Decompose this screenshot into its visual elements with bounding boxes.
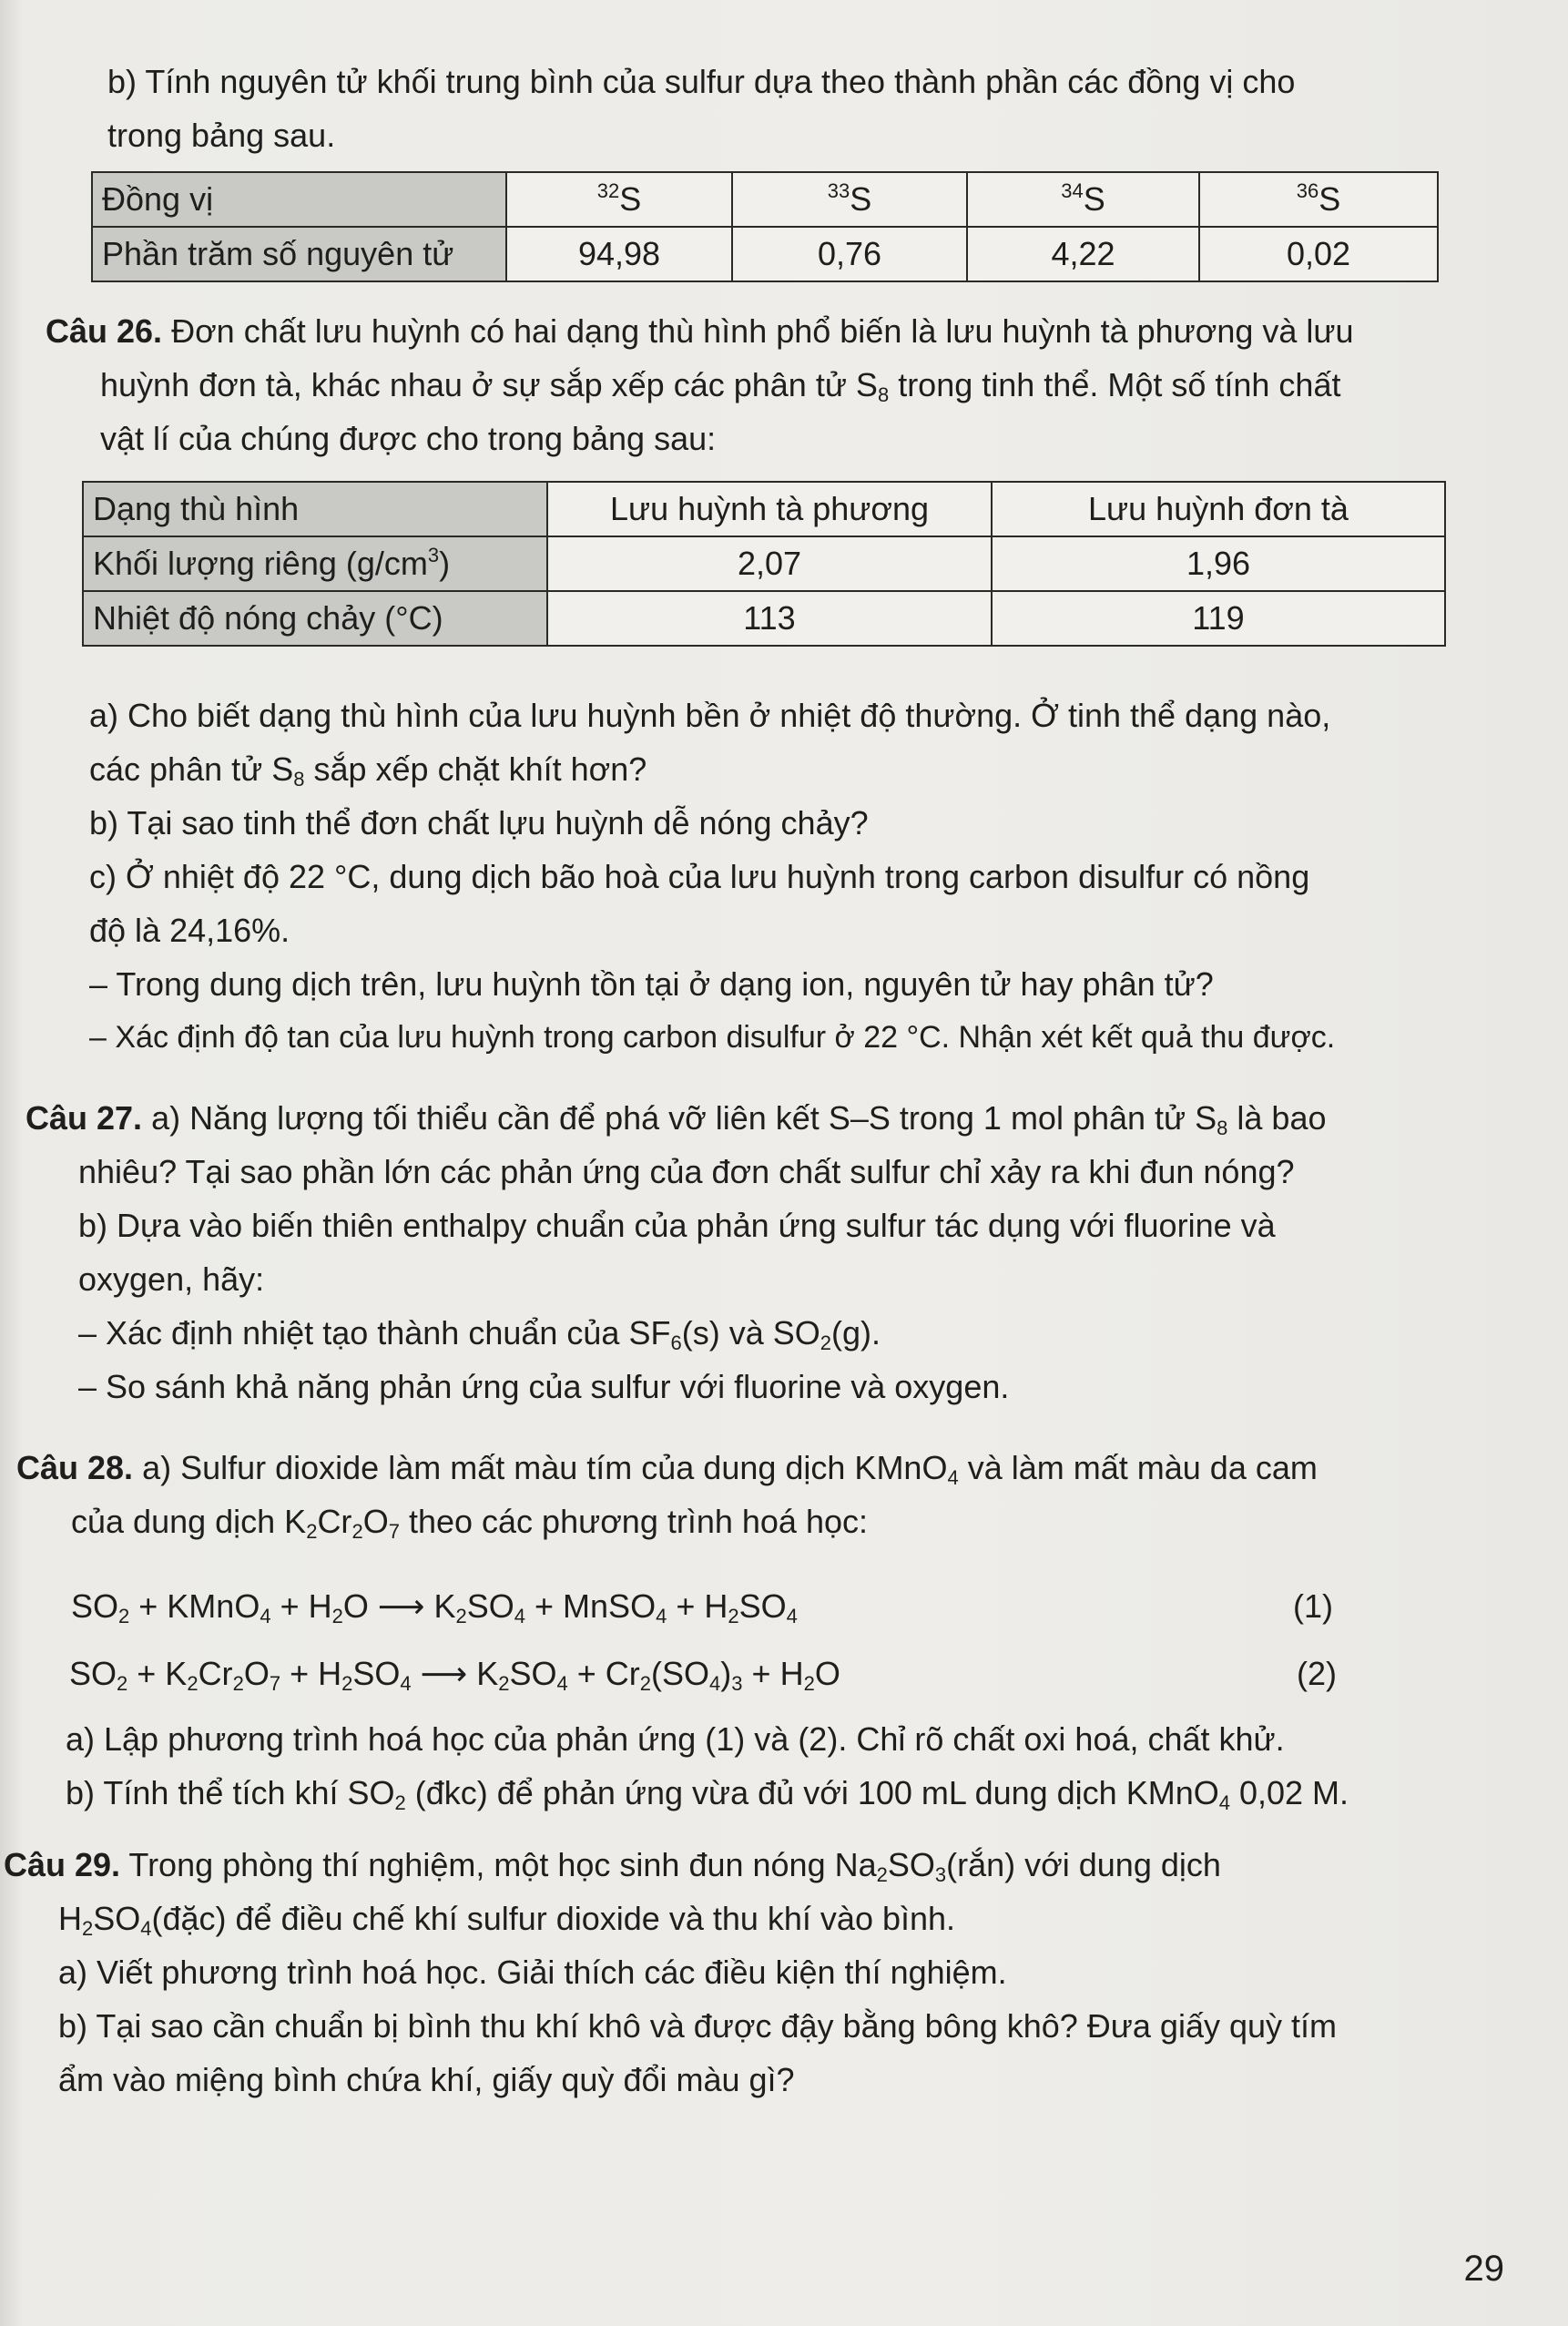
q28-line1: Câu 28. a) Sulfur dioxide làm mất màu tím của dung dịch KMnO$_4$ và làm mất màu da cam xyxy=(16,1449,1318,1489)
q28-a: a) Lập phương trình hoá học của phản ứng (1) và (2). Chỉ rõ chất oxi hoá, chất khử. xyxy=(66,1720,1285,1758)
equation-2-number: (2) xyxy=(1297,1655,1337,1692)
q29-line2: $H_2SO_4(đặc)$ để điều chế khí sulfur dioxide và thu khí vào bình. xyxy=(58,1900,956,1940)
q26-subquestions xyxy=(89,689,1528,1065)
allotrope-header-rhombic: Lưu huỳnh tà phương xyxy=(547,482,992,536)
q26-c-line1: c) Ở nhiệt độ 22 °C, dung dịch bão hoà của lưu huỳnh trong carbon disulfur có nồng xyxy=(89,858,1310,895)
isotope-table xyxy=(91,171,1439,282)
q27-label: Câu 27. xyxy=(25,1099,143,1137)
isotope-cell: $^{33}$S xyxy=(732,172,967,227)
intro-b-line1: b) Tính nguyên tử khối trung bình của sulfur dựa theo thành phần các đồng vị cho xyxy=(107,63,1296,100)
q27-line5: – Xác định nhiệt tạo thành chuẩn của $SF_6(s)$ và $SO_2(g)$. xyxy=(78,1314,881,1354)
question-28 xyxy=(16,1441,1519,1548)
percent-row xyxy=(92,227,1438,281)
q29-a: a) Viết phương trình hoá học. Giải thích các điều kiện thí nghiệm. xyxy=(58,1954,1007,1991)
q29-label: Câu 29. xyxy=(4,1846,121,1883)
percent-cell: 94,98 xyxy=(506,227,732,281)
question-26 xyxy=(46,304,1521,465)
q28-b: b) Tính thể tích khí $SO_2$ (đkc) để phản ứng vừa đủ với 100 mL dung dịch KMnO$_4$ 0,02 M. xyxy=(66,1774,1349,1814)
allotrope-header-row xyxy=(83,482,1445,536)
isotope-header-cell: Đồng vị xyxy=(92,172,506,227)
melting-rhombic: 113 xyxy=(547,591,992,646)
q26-c-line2: độ là 24,16%. xyxy=(89,912,290,949)
q26-label: Câu 26. xyxy=(46,312,163,350)
equation-1: $SO_2$ + KMnO$_4$ + $H_2O$ ⟶ $K_2SO_4$ + MnSO$_4$ + $H_2SO_4$ xyxy=(71,1587,798,1627)
isotope-cell: $^{32}$S xyxy=(506,172,732,227)
question-29 xyxy=(4,1838,1533,2107)
intro-b-paragraph xyxy=(107,55,1295,162)
q28-label: Câu 28. xyxy=(16,1449,134,1486)
density-row xyxy=(83,536,1445,591)
melting-monoclinic: 119 xyxy=(992,591,1445,646)
question-27 xyxy=(25,1091,1519,1413)
q29-b-line1: b) Tại sao cần chuẩn bị bình thu khí khô và được đậy bằng bông khô? Đưa giấy quỳ tím xyxy=(58,2007,1337,2045)
q26-c-line4: – Xác định độ tan của lưu huỳnh trong carbon disulfur ở 22 °C. Nhận xét kết quả thu được. xyxy=(89,1020,1336,1055)
q26-line1: Câu 26. Đơn chất lưu huỳnh có hai dạng thù hình phổ biến là lưu huỳnh tà phương và lưu xyxy=(46,312,1354,350)
percent-cell: 0,76 xyxy=(732,227,967,281)
q28-subquestions xyxy=(66,1712,1522,1820)
q26-b: b) Tại sao tinh thể đơn chất lựu huỳnh dễ nóng chảy? xyxy=(89,804,869,842)
q26-a-line2: các phân tử $S_8$ sắp xếp chặt khít hơn? xyxy=(89,750,647,791)
q29-line1: Câu 29. Trong phòng thí nghiệm, một học sinh đun nóng $Na_2SO_3(rắn)$ với dung dịch xyxy=(4,1846,1221,1886)
equation-1-number: (1) xyxy=(1293,1587,1333,1625)
percent-cell: 0,02 xyxy=(1199,227,1438,281)
q27-line3: b) Dựa vào biến thiên enthalpy chuẩn của phản ứng sulfur tác dụng với fluorine và xyxy=(78,1207,1276,1244)
page-number: 29 xyxy=(1463,2249,1504,2289)
q27-line4: oxygen, hãy: xyxy=(78,1260,265,1298)
density-rhombic: 2,07 xyxy=(547,536,992,591)
q26-a-line1: a) Cho biết dạng thù hình của lưu huỳnh bền ở nhiệt độ thường. Ở tinh thể dạng nào, xyxy=(89,697,1331,734)
q27-line2: nhiêu? Tại sao phần lớn các phản ứng của đơn chất sulfur chỉ xảy ra khi đun nóng? xyxy=(78,1153,1295,1190)
allotrope-table xyxy=(82,481,1446,647)
isotope-row xyxy=(92,172,1438,227)
q26-c-line3: – Trong dung dịch trên, lưu huỳnh tồn tại ở dạng ion, nguyên tử hay phân tử? xyxy=(89,965,1214,1003)
density-label: Khối lượng riêng $(g/cm^3)$ xyxy=(83,536,547,591)
melting-label: Nhiệt độ nóng chảy (°C) xyxy=(83,591,547,646)
q28-line2: của dung dịch $K_2Cr_2O_7$ theo các phương trình hoá học: xyxy=(71,1503,868,1543)
q26-line2: huỳnh đơn tà, khác nhau ở sự sắp xếp các phân tử $S_8$ trong tinh thể. Một số tính chất xyxy=(100,366,1341,406)
q27-line6: – So sánh khả năng phản ứng của sulfur với fluorine và oxygen. xyxy=(78,1368,1010,1405)
q26-line3: vật lí của chúng được cho trong bảng sau: xyxy=(100,420,717,457)
q29-b-line2: ẩm vào miệng bình chứa khí, giấy quỳ đổi màu gì? xyxy=(58,2061,795,2098)
percent-cell: 4,22 xyxy=(967,227,1199,281)
allotrope-header-form: Dạng thù hình xyxy=(83,482,547,536)
melting-row xyxy=(83,591,1445,646)
intro-b-line2: trong bảng sau. xyxy=(107,117,336,154)
density-monoclinic: 1,96 xyxy=(992,536,1445,591)
isotope-cell: $^{36}$S xyxy=(1199,172,1438,227)
percent-header-cell: Phần trăm số nguyên tử xyxy=(92,227,506,281)
equation-2: $SO_2 + K_2Cr_2O_7 + H_2SO_4$ ⟶ $K_2SO_4 + Cr_2(SO_4)_3 + H_2O$ xyxy=(69,1655,840,1695)
isotope-cell: $^{34}$S xyxy=(967,172,1199,227)
allotrope-header-monoclinic: Lưu huỳnh đơn tà xyxy=(992,482,1445,536)
q27-line1: Câu 27. a) Năng lượng tối thiểu cần để phá vỡ liên kết S–S trong 1 mol phân tử $S_8$ là bao xyxy=(25,1099,1327,1139)
